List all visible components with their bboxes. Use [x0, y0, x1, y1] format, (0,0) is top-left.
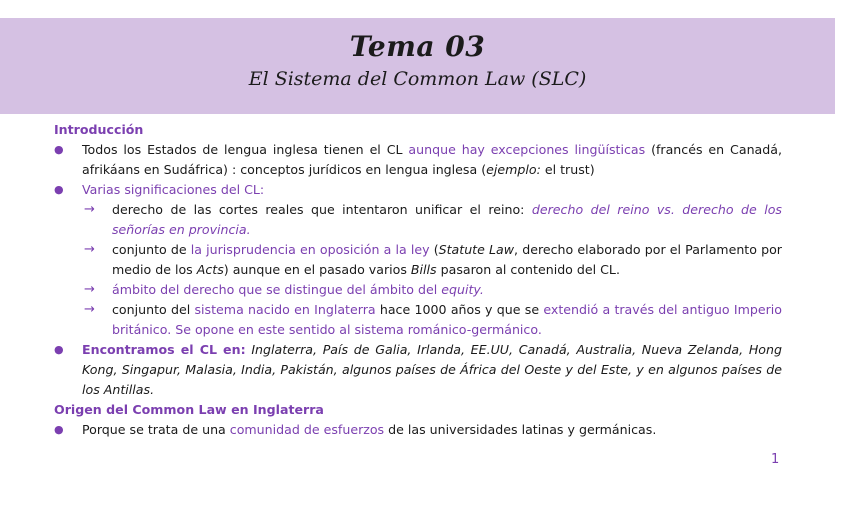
list-item: ● Todos los Estados de lengua inglesa tienen el CL aunque hay excepciones lingüísticas (francés en Canadá, afrikáans en Sudáfrica) : conceptos jurídicos en lengua inglesa (ejemplo: el trust) [54, 142, 782, 177]
sub-list-item: → conjunto de la jurisprudencia en oposición a la ley (Statute Law, derecho elaborado por el Parlamento por medio de los Acts) aunque en el pasado varios Bills pasaron al contenido del CL. [84, 242, 782, 277]
sub-list-item: → derecho de las cortes reales que intentaron unificar el reino: derecho del reino vs. derecho de los señorías en provincia. [84, 202, 782, 237]
sub-list-item: → conjunto del sistema nacido en Inglaterra hace 1000 años y que se extendió a través del antiguo Imperio británico. Se opone en este sentido al sistema románico-germánico. [84, 302, 782, 337]
arrow-icon: → [84, 202, 95, 217]
bullet-icon: ● [54, 143, 64, 156]
page-number: 1 [771, 452, 780, 467]
list-item: ● Varias significaciones del CL: [54, 180, 782, 200]
bullet-icon: ● [54, 343, 64, 356]
document-body [54, 120, 782, 440]
arrow-icon: → [84, 302, 95, 317]
page-subtitle: El Sistema del Common Law (SLC) [248, 68, 587, 90]
bullet-icon: ● [54, 183, 64, 196]
arrow-icon: → [84, 282, 95, 297]
bullet-icon: ● [54, 423, 64, 436]
sub-list-item: → ámbito del derecho que se distingue del ámbito del equity. [54, 280, 782, 300]
section-heading-origen: Origen del Common Law en Inglaterra [54, 402, 324, 417]
page-title: Tema 03 [349, 30, 486, 63]
list-item: ● Porque se trata de una comunidad de esfuerzos de las universidades latinas y germánicas. [54, 420, 782, 440]
arrow-icon: → [84, 242, 95, 257]
section-heading-introduccion: Introducción [54, 122, 144, 137]
list-item: ● Encontramos el CL en: Inglaterra, País de Galia, Irlanda, EE.UU, Canadá, Australia, Nueva Zelanda, Hong Kong, Singapur, Malasia, India, Pakistán, algunos países de África del Oeste y del Este, y en algunos países de los Antillas. [54, 342, 782, 397]
